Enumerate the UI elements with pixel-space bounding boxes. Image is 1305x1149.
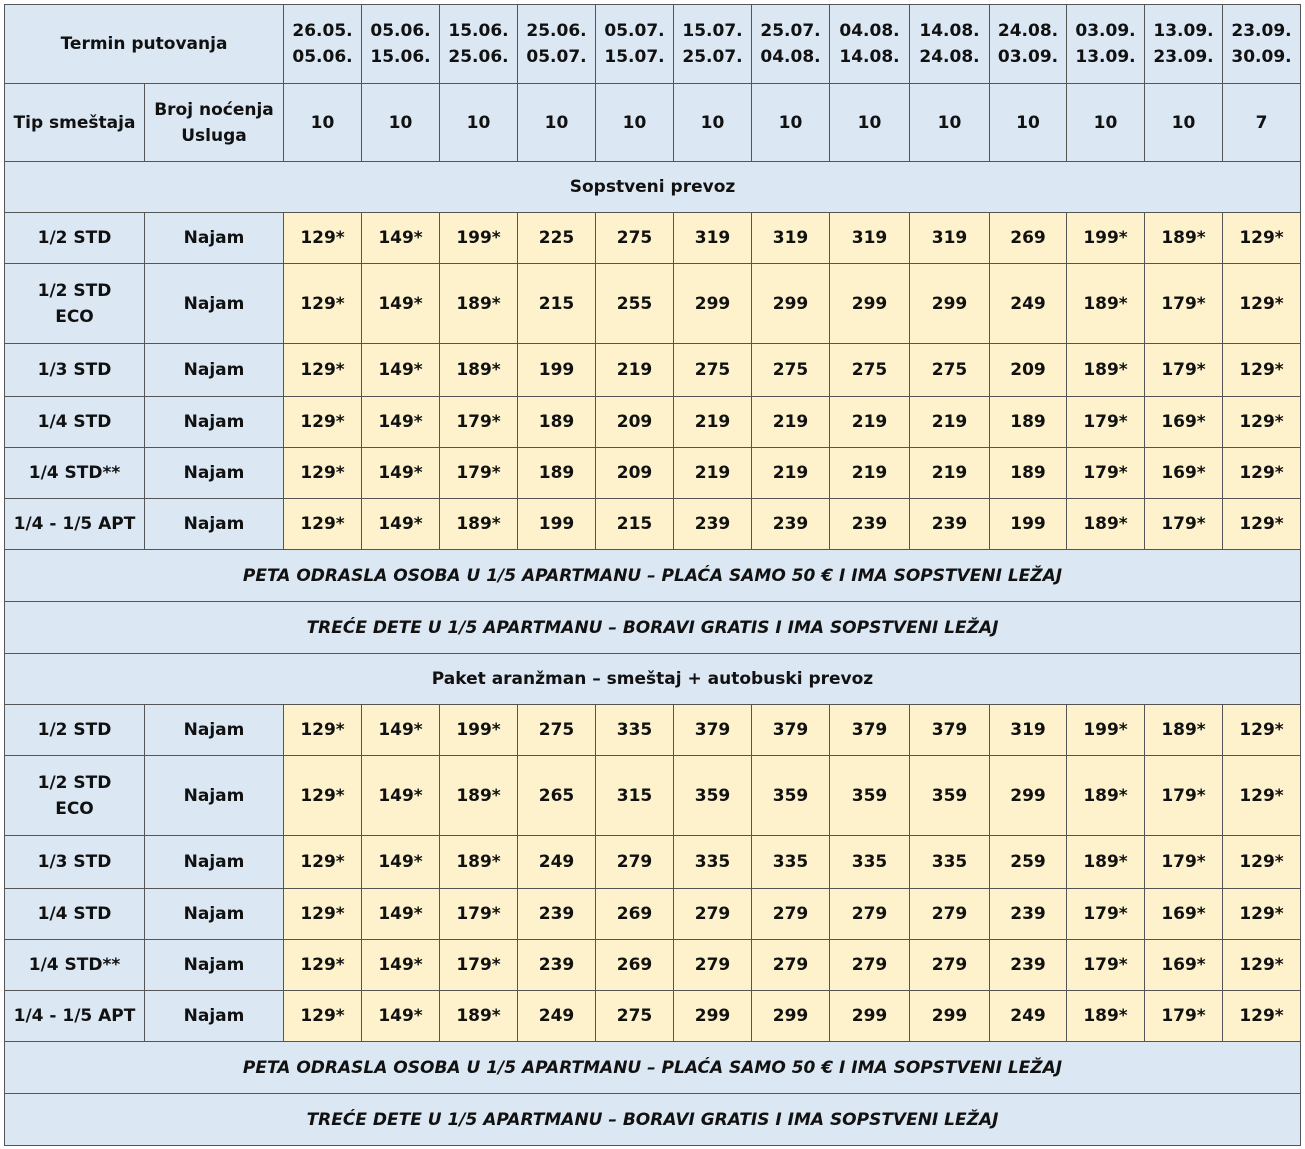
table-row — [5, 940, 1301, 991]
table-row — [5, 397, 1301, 448]
price-cell: 189* — [1067, 756, 1145, 836]
price-table-body — [5, 5, 1301, 1146]
period-from: 03.09. — [1075, 21, 1136, 41]
price-cell: 189* — [440, 991, 518, 1042]
price-cell: 189* — [440, 836, 518, 889]
accommodation-type — [5, 940, 145, 991]
service-cell: Najam — [145, 705, 284, 756]
accommodation-type — [5, 213, 145, 264]
price-cell: 179* — [440, 889, 518, 940]
price-cell: 219 — [752, 448, 830, 499]
accommodation-type — [5, 756, 145, 836]
accommodation-type-line: 1/4 STD** — [28, 955, 121, 975]
price-cell: 279 — [674, 889, 752, 940]
price-cell: 249 — [990, 264, 1067, 344]
price-cell: 359 — [752, 756, 830, 836]
price-cell: 225 — [518, 213, 596, 264]
price-cell: 299 — [674, 264, 752, 344]
table-row — [5, 991, 1301, 1042]
price-cell: 149* — [362, 344, 440, 397]
price-cell: 239 — [752, 499, 830, 550]
price-cell: 219 — [830, 397, 910, 448]
price-cell: 219 — [910, 397, 990, 448]
accommodation-type — [5, 705, 145, 756]
nights-count: 10 — [284, 84, 362, 162]
price-cell: 335 — [830, 836, 910, 889]
header-row-dates — [5, 5, 1301, 84]
period-header — [596, 5, 674, 84]
service-cell: Najam — [145, 836, 284, 889]
accommodation-type — [5, 836, 145, 889]
service-cell: Najam — [145, 991, 284, 1042]
price-cell: 199 — [990, 499, 1067, 550]
period-header — [284, 5, 362, 84]
term-label: Termin putovanja — [5, 5, 284, 84]
period-from: 14.08. — [919, 21, 980, 41]
accommodation-type — [5, 889, 145, 940]
nights-service-label — [145, 84, 284, 162]
price-cell: 275 — [830, 344, 910, 397]
price-cell: 319 — [910, 213, 990, 264]
period-from: 24.08. — [997, 21, 1059, 41]
price-cell: 299 — [830, 991, 910, 1042]
section-title: Paket aranžman – smeštaj + autobuski prevoz — [5, 654, 1301, 705]
price-cell: 209 — [596, 448, 674, 499]
price-cell: 179* — [1145, 836, 1223, 889]
period-from: 13.09. — [1153, 21, 1214, 41]
price-cell: 129* — [284, 940, 362, 991]
price-cell: 149* — [362, 889, 440, 940]
price-cell: 319 — [990, 705, 1067, 756]
service-cell: Najam — [145, 264, 284, 344]
period-to: 05.06. — [292, 47, 353, 67]
accommodation-type-line: 1/4 - 1/5 APT — [13, 514, 136, 534]
accommodation-type-line: 1/4 STD — [37, 904, 112, 924]
price-cell: 149* — [362, 397, 440, 448]
table-row — [5, 756, 1301, 836]
price-cell: 239 — [674, 499, 752, 550]
price-cell: 219 — [674, 448, 752, 499]
period-to: 03.09. — [997, 47, 1059, 67]
price-cell: 335 — [596, 705, 674, 756]
nights-count: 10 — [1145, 84, 1223, 162]
price-cell: 179* — [1067, 889, 1145, 940]
price-cell: 169* — [1145, 448, 1223, 499]
price-cell: 189* — [1067, 344, 1145, 397]
price-cell: 149* — [362, 756, 440, 836]
price-cell: 269 — [990, 213, 1067, 264]
note-row — [5, 1094, 1301, 1146]
price-cell: 335 — [674, 836, 752, 889]
price-cell: 129* — [1223, 991, 1301, 1042]
price-cell: 239 — [990, 940, 1067, 991]
price-cell: 199 — [518, 344, 596, 397]
price-cell: 149* — [362, 213, 440, 264]
price-cell: 239 — [910, 499, 990, 550]
price-cell: 275 — [596, 213, 674, 264]
table-row — [5, 705, 1301, 756]
period-to: 23.09. — [1153, 47, 1214, 67]
price-cell: 279 — [830, 889, 910, 940]
note-text: TREĆE DETE U 1/5 APARTMANU – BORAVI GRATIS I IMA SOPSTVENI LEŽAJ — [5, 602, 1301, 654]
price-cell: 335 — [910, 836, 990, 889]
price-cell: 299 — [674, 991, 752, 1042]
price-cell: 299 — [830, 264, 910, 344]
price-cell: 239 — [990, 889, 1067, 940]
price-cell: 179* — [1145, 344, 1223, 397]
price-cell: 189* — [1067, 499, 1145, 550]
accommodation-type — [5, 344, 145, 397]
service-cell: Najam — [145, 213, 284, 264]
price-cell: 129* — [1223, 940, 1301, 991]
accommodation-type-line: 1/2 STD — [37, 720, 112, 740]
price-cell: 379 — [752, 705, 830, 756]
price-cell: 129* — [284, 213, 362, 264]
price-cell: 299 — [752, 264, 830, 344]
price-cell: 249 — [518, 836, 596, 889]
period-header — [518, 5, 596, 84]
price-cell: 239 — [518, 940, 596, 991]
period-header — [362, 5, 440, 84]
price-cell: 179* — [1145, 756, 1223, 836]
price-cell: 149* — [362, 940, 440, 991]
price-cell: 179* — [1145, 264, 1223, 344]
price-cell: 149* — [362, 705, 440, 756]
price-cell: 255 — [596, 264, 674, 344]
price-cell: 129* — [284, 705, 362, 756]
price-cell: 189* — [1145, 213, 1223, 264]
price-cell: 129* — [284, 499, 362, 550]
price-cell: 129* — [1223, 213, 1301, 264]
accommodation-type-line: ECO — [55, 306, 94, 327]
table-row — [5, 264, 1301, 344]
period-from: 15.07. — [682, 21, 743, 41]
price-cell: 359 — [674, 756, 752, 836]
price-cell: 269 — [596, 889, 674, 940]
accommodation-type-line: 1/4 STD** — [28, 463, 121, 483]
price-cell: 269 — [596, 940, 674, 991]
period-header — [910, 5, 990, 84]
price-cell: 199 — [518, 499, 596, 550]
price-cell: 179* — [1067, 448, 1145, 499]
price-cell: 149* — [362, 499, 440, 550]
period-to: 04.08. — [760, 47, 821, 67]
period-from: 25.07. — [760, 21, 821, 41]
price-cell: 129* — [1223, 705, 1301, 756]
price-cell: 279 — [830, 940, 910, 991]
price-cell: 359 — [830, 756, 910, 836]
accommodation-type-line: 1/2 STD — [37, 228, 112, 248]
period-header — [990, 5, 1067, 84]
price-cell: 189 — [518, 448, 596, 499]
period-header — [1223, 5, 1301, 84]
section-title-row — [5, 654, 1301, 705]
nights-count: 7 — [1223, 84, 1301, 162]
price-cell: 239 — [518, 889, 596, 940]
nights-count: 10 — [1067, 84, 1145, 162]
service-cell: Najam — [145, 940, 284, 991]
price-cell: 279 — [752, 940, 830, 991]
price-cell: 219 — [674, 397, 752, 448]
price-cell: 189* — [440, 344, 518, 397]
period-header — [1145, 5, 1223, 84]
price-cell: 189* — [1145, 705, 1223, 756]
price-cell: 169* — [1145, 397, 1223, 448]
service-cell: Najam — [145, 397, 284, 448]
nights-count: 10 — [910, 84, 990, 162]
period-header — [830, 5, 910, 84]
price-cell: 279 — [752, 889, 830, 940]
accommodation-type — [5, 448, 145, 499]
price-cell: 315 — [596, 756, 674, 836]
period-to: 30.09. — [1231, 47, 1292, 67]
price-cell: 219 — [830, 448, 910, 499]
price-cell: 209 — [990, 344, 1067, 397]
nights-count: 10 — [440, 84, 518, 162]
accommodation-type-line: 1/4 - 1/5 APT — [13, 1006, 136, 1026]
price-cell: 189* — [1067, 264, 1145, 344]
price-cell: 265 — [518, 756, 596, 836]
accommodation-type-line: 1/2 STD — [37, 772, 112, 793]
price-cell: 179* — [440, 397, 518, 448]
period-header — [674, 5, 752, 84]
price-cell: 215 — [518, 264, 596, 344]
price-cell: 239 — [830, 499, 910, 550]
period-to: 05.07. — [526, 47, 587, 67]
section-title: Sopstveni prevoz — [5, 162, 1301, 213]
note-text: PETA ODRASLA OSOBA U 1/5 APARTMANU – PLAĆA SAMO 50 € I IMA SOPSTVENI LEŽAJ — [5, 550, 1301, 602]
period-from: 23.09. — [1231, 21, 1292, 41]
price-cell: 379 — [910, 705, 990, 756]
price-table-wrapper — [4, 4, 1301, 1146]
accommodation-type — [5, 991, 145, 1042]
nights-count: 10 — [596, 84, 674, 162]
note-text: PETA ODRASLA OSOBA U 1/5 APARTMANU – PLAĆA SAMO 50 € I IMA SOPSTVENI LEŽAJ — [5, 1042, 1301, 1094]
service-cell: Najam — [145, 756, 284, 836]
price-cell: 149* — [362, 836, 440, 889]
period-to: 24.08. — [919, 47, 980, 67]
price-cell: 189* — [440, 499, 518, 550]
accommodation-type — [5, 499, 145, 550]
price-cell: 275 — [596, 991, 674, 1042]
price-cell: 189* — [1067, 991, 1145, 1042]
price-cell: 279 — [910, 889, 990, 940]
price-cell: 149* — [362, 264, 440, 344]
service-cell: Najam — [145, 499, 284, 550]
price-cell: 249 — [518, 991, 596, 1042]
price-cell: 129* — [1223, 264, 1301, 344]
table-row — [5, 213, 1301, 264]
price-cell: 275 — [910, 344, 990, 397]
period-to: 14.08. — [839, 47, 900, 67]
price-cell: 279 — [674, 940, 752, 991]
period-to: 25.07. — [682, 47, 743, 67]
price-cell: 219 — [596, 344, 674, 397]
price-cell: 149* — [362, 448, 440, 499]
price-cell: 275 — [674, 344, 752, 397]
accommodation-type — [5, 397, 145, 448]
price-cell: 379 — [830, 705, 910, 756]
price-cell: 249 — [990, 991, 1067, 1042]
accommodation-type-line: 1/4 STD — [37, 412, 112, 432]
price-cell: 179* — [1067, 397, 1145, 448]
price-cell: 209 — [596, 397, 674, 448]
price-cell: 129* — [284, 264, 362, 344]
price-cell: 129* — [1223, 397, 1301, 448]
period-from: 25.06. — [526, 21, 587, 41]
nights-label: Broj noćenja — [154, 99, 274, 120]
price-cell: 215 — [596, 499, 674, 550]
price-cell: 275 — [752, 344, 830, 397]
period-from: 15.06. — [448, 21, 509, 41]
period-to: 13.09. — [1075, 47, 1136, 67]
price-cell: 129* — [284, 889, 362, 940]
price-cell: 199* — [440, 705, 518, 756]
accommodation-type-line: 1/3 STD — [37, 852, 112, 872]
service-cell: Najam — [145, 344, 284, 397]
price-cell: 169* — [1145, 889, 1223, 940]
nights-count: 10 — [674, 84, 752, 162]
price-cell: 169* — [1145, 940, 1223, 991]
price-cell: 129* — [284, 991, 362, 1042]
price-cell: 335 — [752, 836, 830, 889]
price-cell: 299 — [990, 756, 1067, 836]
price-cell: 179* — [440, 448, 518, 499]
price-cell: 279 — [910, 940, 990, 991]
section-title-row — [5, 162, 1301, 213]
price-table — [4, 4, 1301, 1146]
price-cell: 129* — [1223, 756, 1301, 836]
price-cell: 199* — [440, 213, 518, 264]
note-row — [5, 550, 1301, 602]
price-cell: 179* — [1145, 499, 1223, 550]
price-cell: 129* — [284, 448, 362, 499]
period-to: 25.06. — [448, 47, 509, 67]
header-row-nights — [5, 84, 1301, 162]
note-text: TREĆE DETE U 1/5 APARTMANU – BORAVI GRATIS I IMA SOPSTVENI LEŽAJ — [5, 1094, 1301, 1146]
price-cell: 219 — [910, 448, 990, 499]
nights-count: 10 — [752, 84, 830, 162]
price-cell: 189 — [518, 397, 596, 448]
table-row — [5, 889, 1301, 940]
price-cell: 129* — [1223, 344, 1301, 397]
period-from: 26.05. — [292, 21, 353, 41]
price-cell: 275 — [518, 705, 596, 756]
price-cell: 199* — [1067, 705, 1145, 756]
price-cell: 299 — [752, 991, 830, 1042]
price-cell: 129* — [1223, 836, 1301, 889]
price-cell: 129* — [1223, 499, 1301, 550]
price-cell: 129* — [284, 836, 362, 889]
accommodation-type-line: ECO — [55, 798, 94, 819]
price-cell: 299 — [910, 264, 990, 344]
period-from: 05.06. — [370, 21, 431, 41]
table-row — [5, 344, 1301, 397]
price-cell: 129* — [1223, 889, 1301, 940]
table-row — [5, 448, 1301, 499]
nights-count: 10 — [830, 84, 910, 162]
price-cell: 129* — [1223, 448, 1301, 499]
note-row — [5, 1042, 1301, 1094]
price-cell: 199* — [1067, 213, 1145, 264]
price-cell: 189 — [990, 397, 1067, 448]
price-cell: 279 — [596, 836, 674, 889]
price-cell: 319 — [752, 213, 830, 264]
service-cell: Najam — [145, 448, 284, 499]
period-header — [752, 5, 830, 84]
nights-count: 10 — [362, 84, 440, 162]
price-cell: 189* — [440, 756, 518, 836]
price-cell: 179* — [1067, 940, 1145, 991]
price-cell: 129* — [284, 344, 362, 397]
price-cell: 189* — [1067, 836, 1145, 889]
accommodation-type-line: 1/3 STD — [37, 360, 112, 380]
service-cell: Najam — [145, 889, 284, 940]
price-cell: 189* — [440, 264, 518, 344]
service-label: Usluga — [181, 125, 247, 146]
price-cell: 179* — [1145, 991, 1223, 1042]
price-cell: 149* — [362, 991, 440, 1042]
price-cell: 129* — [284, 397, 362, 448]
type-label: Tip smeštaja — [5, 84, 145, 162]
price-cell: 299 — [910, 991, 990, 1042]
price-cell: 219 — [752, 397, 830, 448]
price-cell: 319 — [674, 213, 752, 264]
price-cell: 189 — [990, 448, 1067, 499]
table-row — [5, 836, 1301, 889]
period-to: 15.06. — [370, 47, 431, 67]
table-row — [5, 499, 1301, 550]
price-cell: 179* — [440, 940, 518, 991]
note-row — [5, 602, 1301, 654]
period-to: 15.07. — [604, 47, 665, 67]
price-cell: 319 — [830, 213, 910, 264]
price-cell: 379 — [674, 705, 752, 756]
period-header — [1067, 5, 1145, 84]
period-from: 04.08. — [839, 21, 900, 41]
price-cell: 259 — [990, 836, 1067, 889]
period-from: 05.07. — [604, 21, 665, 41]
period-header — [440, 5, 518, 84]
accommodation-type-line: 1/2 STD — [37, 280, 112, 301]
nights-count: 10 — [990, 84, 1067, 162]
accommodation-type — [5, 264, 145, 344]
nights-count: 10 — [518, 84, 596, 162]
price-cell: 129* — [284, 756, 362, 836]
price-cell: 359 — [910, 756, 990, 836]
